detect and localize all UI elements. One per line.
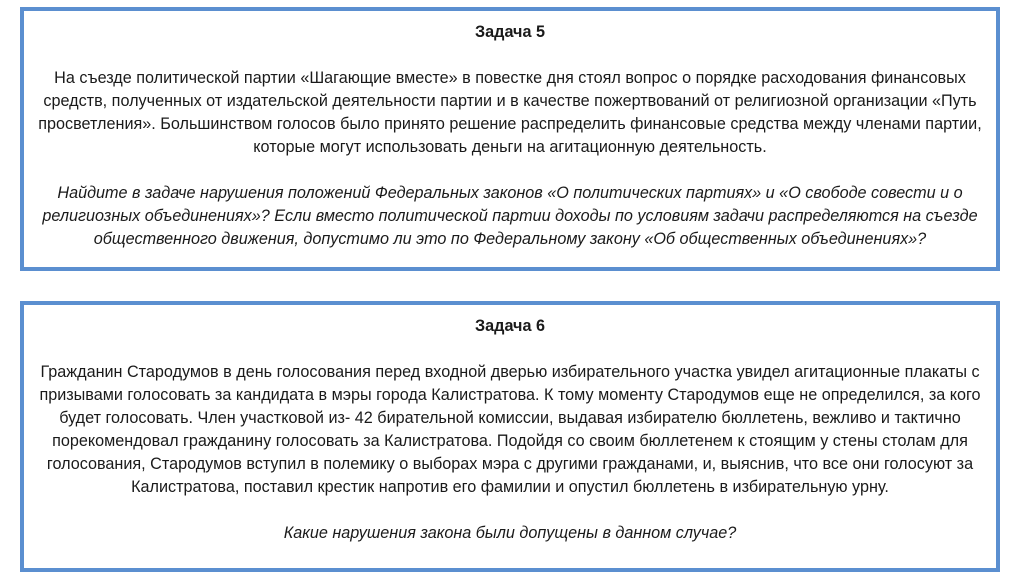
task-5-box <box>20 7 1000 271</box>
task-6-body: Гражданин Стародумов в день голосования перед входной дверью избирательного участка увидел агитационные плакаты с призывами голосовать за кандидата в мэры города Калистратова. К тому моменту Стародумов еще не определился, за кого будет голосовать. Член участковой из- 42 бирательной комиссии, выдавая избирателю бюллетень, вежливо и тактично порекомендовал гражданину голосовать за Калистратова. Подойдя со своим бюллетенем к стоящим у стены столам для голосования, Стародумов вступил в полемику о выборах мэра с другими гражданами, и, выяснив, что все они голосуют за Калистратова, поставил крестик напротив его фамилии и опустил бюллетень в избирательную урну. <box>39 363 981 496</box>
task-5-question: Найдите в задаче нарушения положений Федеральных законов «О политических партиях» и «О свободе совести и о религиозных объединениях»? Если вместо политической партии доходы по условиям задачи распределяются на съезде общественного движения, допустимо ли это по Федеральному закону «Об общественных объединениях»? <box>42 184 978 248</box>
task-6-title: Задача 6 <box>475 317 545 335</box>
task-5-title: Задача 5 <box>475 23 545 41</box>
task-5-body: На съезде политической партии «Шагающие вместе» в повестке дня стоял вопрос о порядке расходования финансовых средств, полученных от издательской деятельности партии и в качестве пожертвований от религиозной организации «Путь просветления». Большинством голосов было принято решение распределить финансовые средства между членами партии, которые могут использовать деньги на агитационную деятельность. <box>38 69 982 156</box>
task-6-box <box>20 301 1000 572</box>
task-6-question: Какие нарушения закона были допущены в данном случае? <box>283 524 737 542</box>
